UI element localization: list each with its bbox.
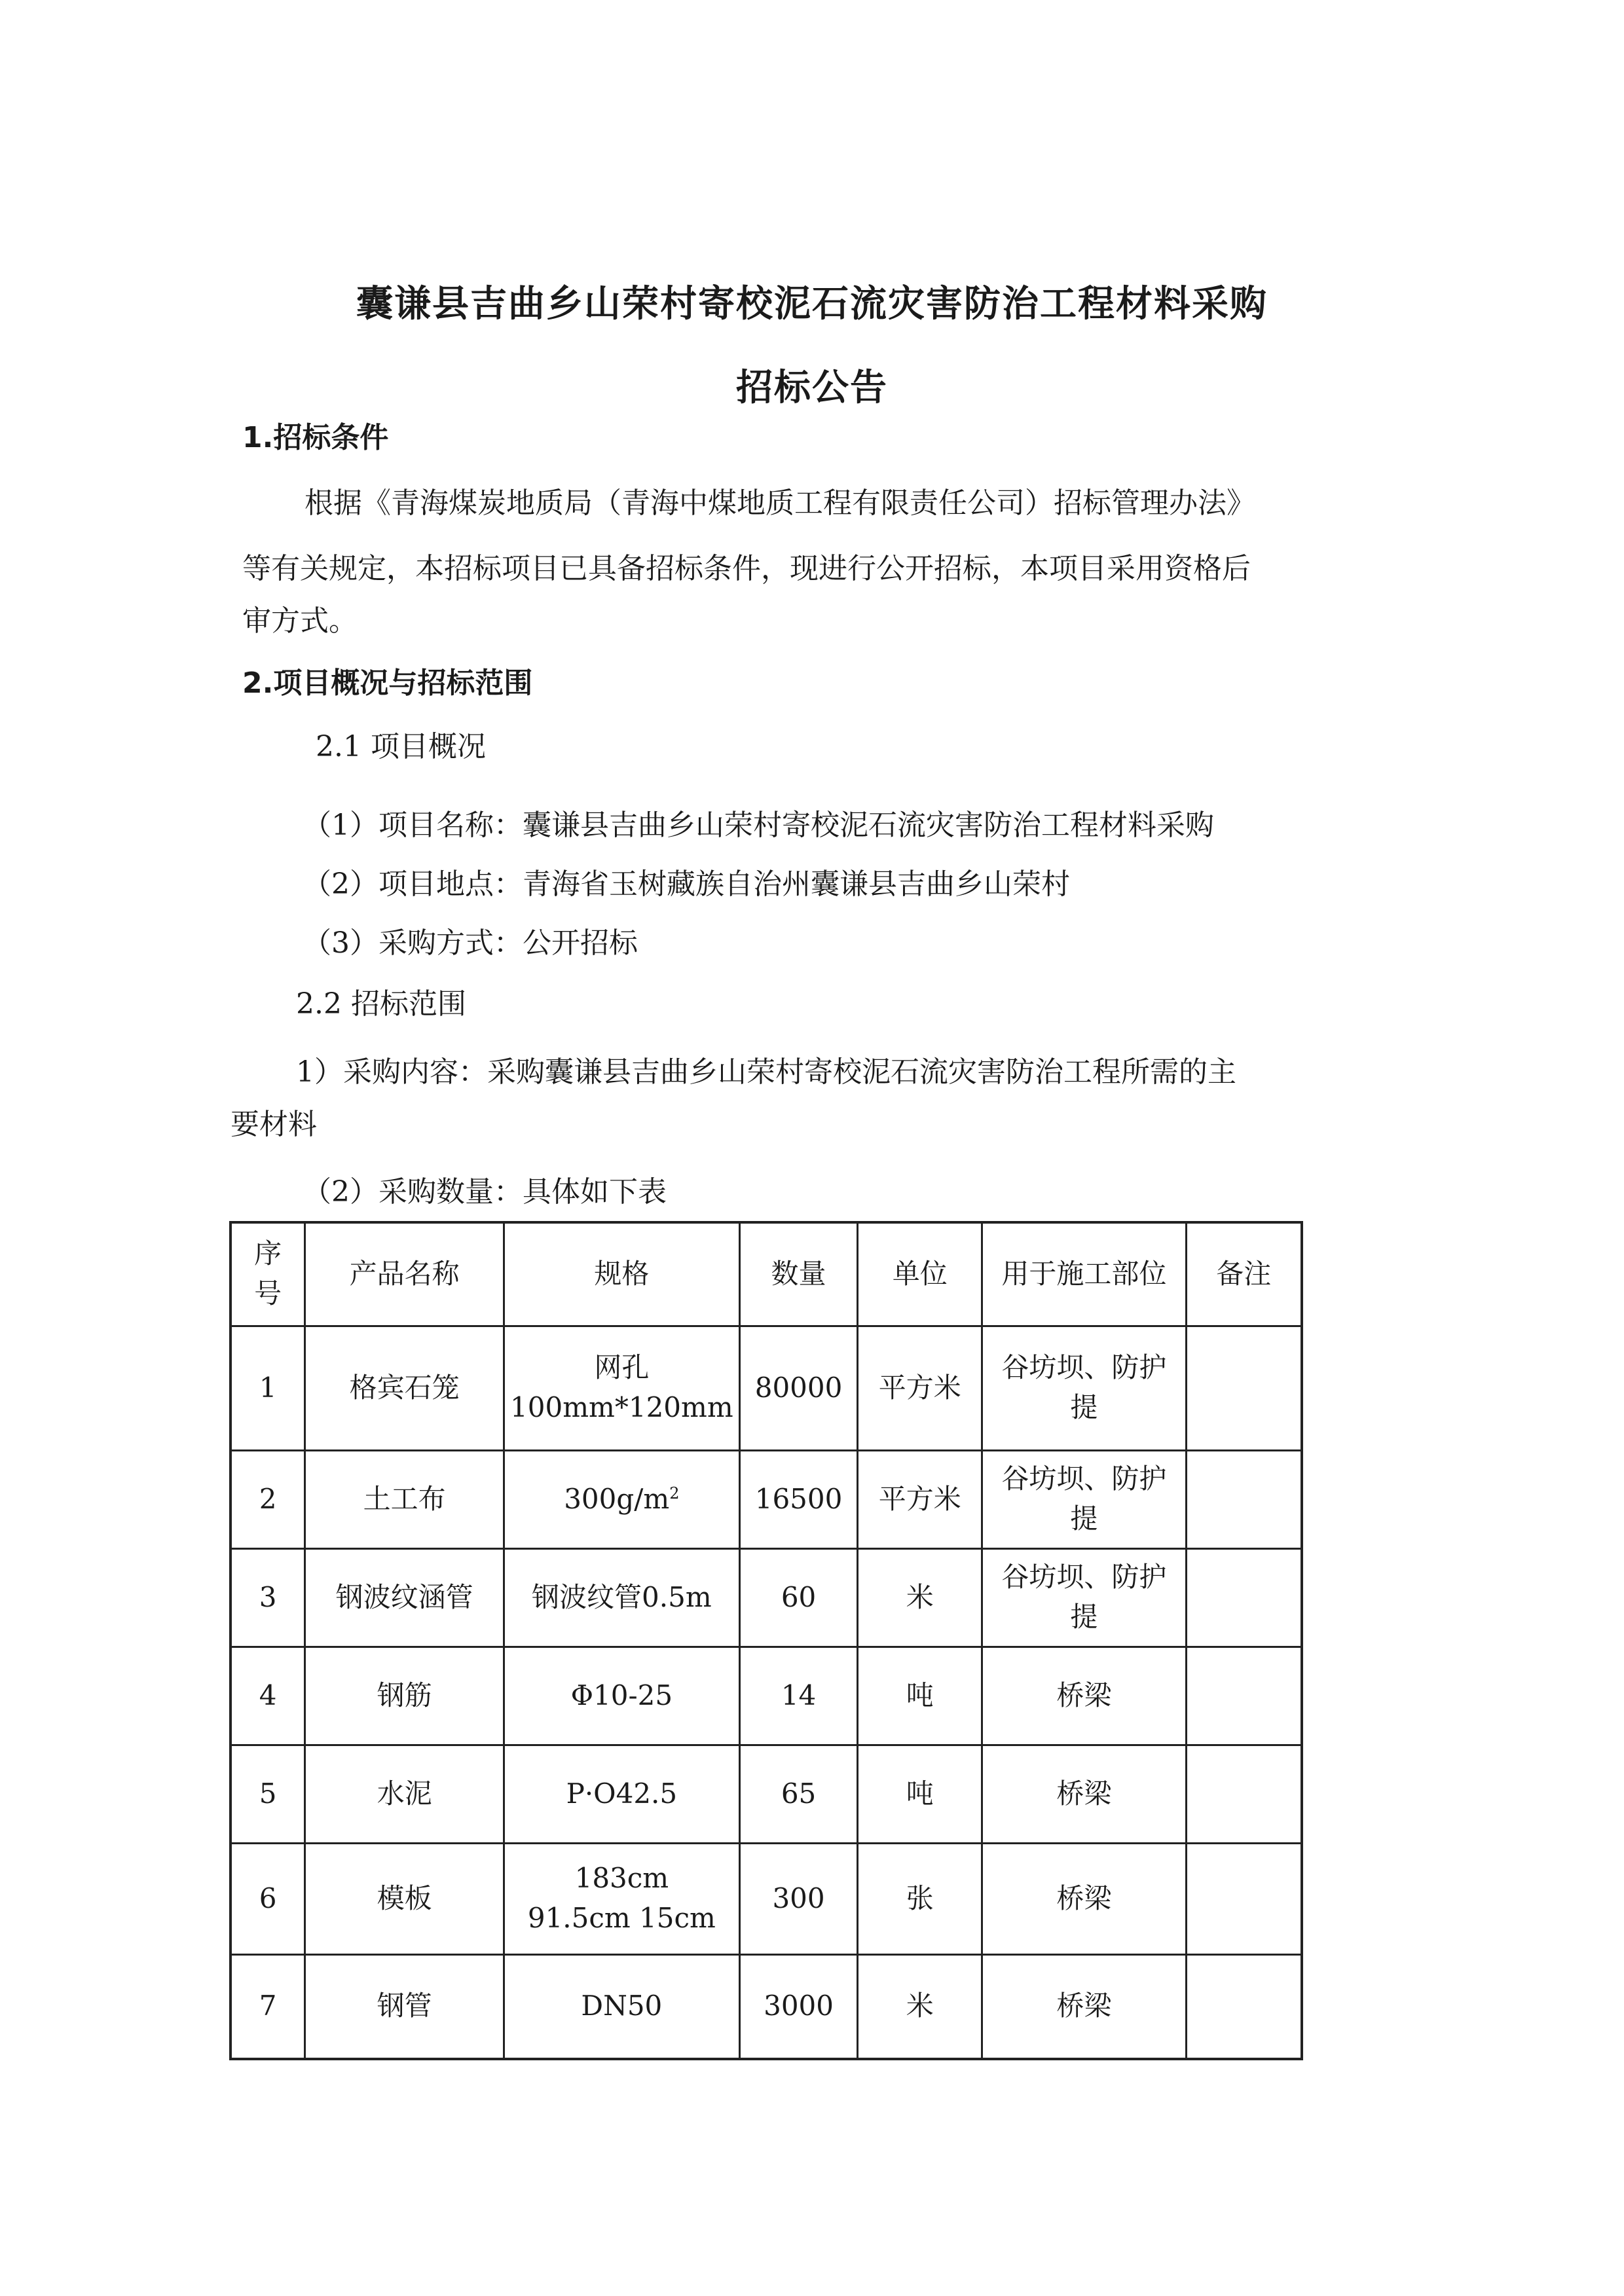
project-name-item: （1）项目名称：囊谦县吉曲乡山荣村寄校泥石流灾害防治工程材料采购 xyxy=(303,809,1214,842)
cell-construction-part: 谷坊坝、防护 提 xyxy=(982,1548,1186,1647)
procurement-method-item: （3）采购方式：公开招标 xyxy=(303,926,638,960)
table-header-row xyxy=(231,1222,1302,1326)
document-subtitle: 招标公告 xyxy=(736,367,888,409)
cell-unit: 吨 xyxy=(858,1745,982,1843)
table-row xyxy=(231,1843,1302,1954)
header-specification: 规格 xyxy=(504,1222,740,1326)
cell-quantity: 60 xyxy=(739,1548,858,1647)
materials-table xyxy=(229,1221,1303,2060)
cell-product-name: 钢管 xyxy=(305,1954,504,2059)
cell-remarks xyxy=(1186,1450,1302,1548)
cell-serial-number: 4 xyxy=(231,1647,305,1745)
procurement-scope-line-1: 1）采购内容：采购囊谦县吉曲乡山荣村寄校泥石流灾害防治工程所需的主 xyxy=(296,1055,1236,1089)
cell-unit: 平方米 xyxy=(858,1326,982,1450)
header-construction-part: 用于施工部位 xyxy=(982,1222,1186,1326)
cell-construction-part: 桥梁 xyxy=(982,1843,1186,1954)
cell-quantity: 3000 xyxy=(739,1954,858,2059)
header-remarks: 备注 xyxy=(1186,1222,1302,1326)
cell-product-name: 水泥 xyxy=(305,1745,504,1843)
section-1-paragraph-line-3: 审方式。 xyxy=(242,604,358,638)
cell-quantity: 16500 xyxy=(739,1450,858,1548)
header-product-name: 产品名称 xyxy=(305,1222,504,1326)
cell-specification: 钢波纹管0.5m xyxy=(504,1548,740,1647)
cell-product-name: 格宾石笼 xyxy=(305,1326,504,1450)
cell-construction-part: 谷坊坝、防护 提 xyxy=(982,1326,1186,1450)
section-2-heading: 2.项目概况与招标范围 xyxy=(242,666,533,700)
table-row xyxy=(231,1450,1302,1548)
cell-quantity: 14 xyxy=(739,1647,858,1745)
cell-remarks xyxy=(1186,1647,1302,1745)
cell-remarks xyxy=(1186,1548,1302,1647)
cell-unit: 米 xyxy=(858,1548,982,1647)
cell-serial-number: 2 xyxy=(231,1450,305,1548)
table-row xyxy=(231,1548,1302,1647)
table-row xyxy=(231,1745,1302,1843)
header-unit: 单位 xyxy=(858,1222,982,1326)
cell-specification: P·O42.5 xyxy=(504,1745,740,1843)
header-serial-number: 序 号 xyxy=(231,1222,305,1326)
subsection-2-2-heading: 2.2 招标范围 xyxy=(296,987,466,1021)
cell-unit: 平方米 xyxy=(858,1450,982,1548)
project-location-item: （2）项目地点：青海省玉树藏族自治州囊谦县吉曲乡山荣村 xyxy=(303,867,1070,901)
table-row xyxy=(231,1954,1302,2059)
cell-specification: Φ10-25 xyxy=(504,1647,740,1745)
cell-quantity: 65 xyxy=(739,1745,858,1843)
cell-serial-number: 7 xyxy=(231,1954,305,2059)
cell-specification: DN50 xyxy=(504,1954,740,2059)
cell-construction-part: 桥梁 xyxy=(982,1954,1186,2059)
cell-construction-part: 桥梁 xyxy=(982,1745,1186,1843)
cell-specification: $300g/m^2$ xyxy=(504,1450,740,1548)
cell-construction-part: 谷坊坝、防护 提 xyxy=(982,1450,1186,1548)
cell-construction-part: 桥梁 xyxy=(982,1647,1186,1745)
table-row xyxy=(231,1647,1302,1745)
cell-serial-number: 3 xyxy=(231,1548,305,1647)
section-1-paragraph-line-1: 根据《青海煤炭地质局（青海中煤地质工程有限责任公司）招标管理办法》 xyxy=(304,486,1255,520)
cell-product-name: 钢波纹涵管 xyxy=(305,1548,504,1647)
cell-remarks xyxy=(1186,1326,1302,1450)
cell-product-name: 钢筋 xyxy=(305,1647,504,1745)
section-1-heading: 1.招标条件 xyxy=(242,421,389,454)
cell-remarks xyxy=(1186,1954,1302,2059)
cell-serial-number: 5 xyxy=(231,1745,305,1843)
cell-quantity: 80000 xyxy=(739,1326,858,1450)
cell-product-name: 土工布 xyxy=(305,1450,504,1548)
cell-quantity: 300 xyxy=(739,1843,858,1954)
header-quantity: 数量 xyxy=(739,1222,858,1326)
cell-unit: 吨 xyxy=(858,1647,982,1745)
section-1-paragraph-line-2: 等有关规定，本招标项目已具备招标条件，现进行公开招标，本项目采用资格后 xyxy=(242,552,1251,585)
cell-product-name: 模板 xyxy=(305,1843,504,1954)
document-title: 囊谦县吉曲乡山荣村寄校泥石流灾害防治工程材料采购 xyxy=(356,283,1268,325)
procurement-scope-line-2: 要材料 xyxy=(231,1108,317,1141)
cell-unit: 张 xyxy=(858,1843,982,1954)
cell-remarks xyxy=(1186,1843,1302,1954)
cell-specification: 183cm 91.5cm 15cm xyxy=(504,1843,740,1954)
procurement-quantity-line: （2）采购数量：具体如下表 xyxy=(303,1175,667,1209)
cell-serial-number: 1 xyxy=(231,1326,305,1450)
subsection-2-1-heading: 2.1 项目概况 xyxy=(316,730,486,763)
cell-serial-number: 6 xyxy=(231,1843,305,1954)
table-row xyxy=(231,1326,1302,1450)
cell-remarks xyxy=(1186,1745,1302,1843)
cell-unit: 米 xyxy=(858,1954,982,2059)
cell-specification: 网孔 100mm*120mm xyxy=(504,1326,740,1450)
